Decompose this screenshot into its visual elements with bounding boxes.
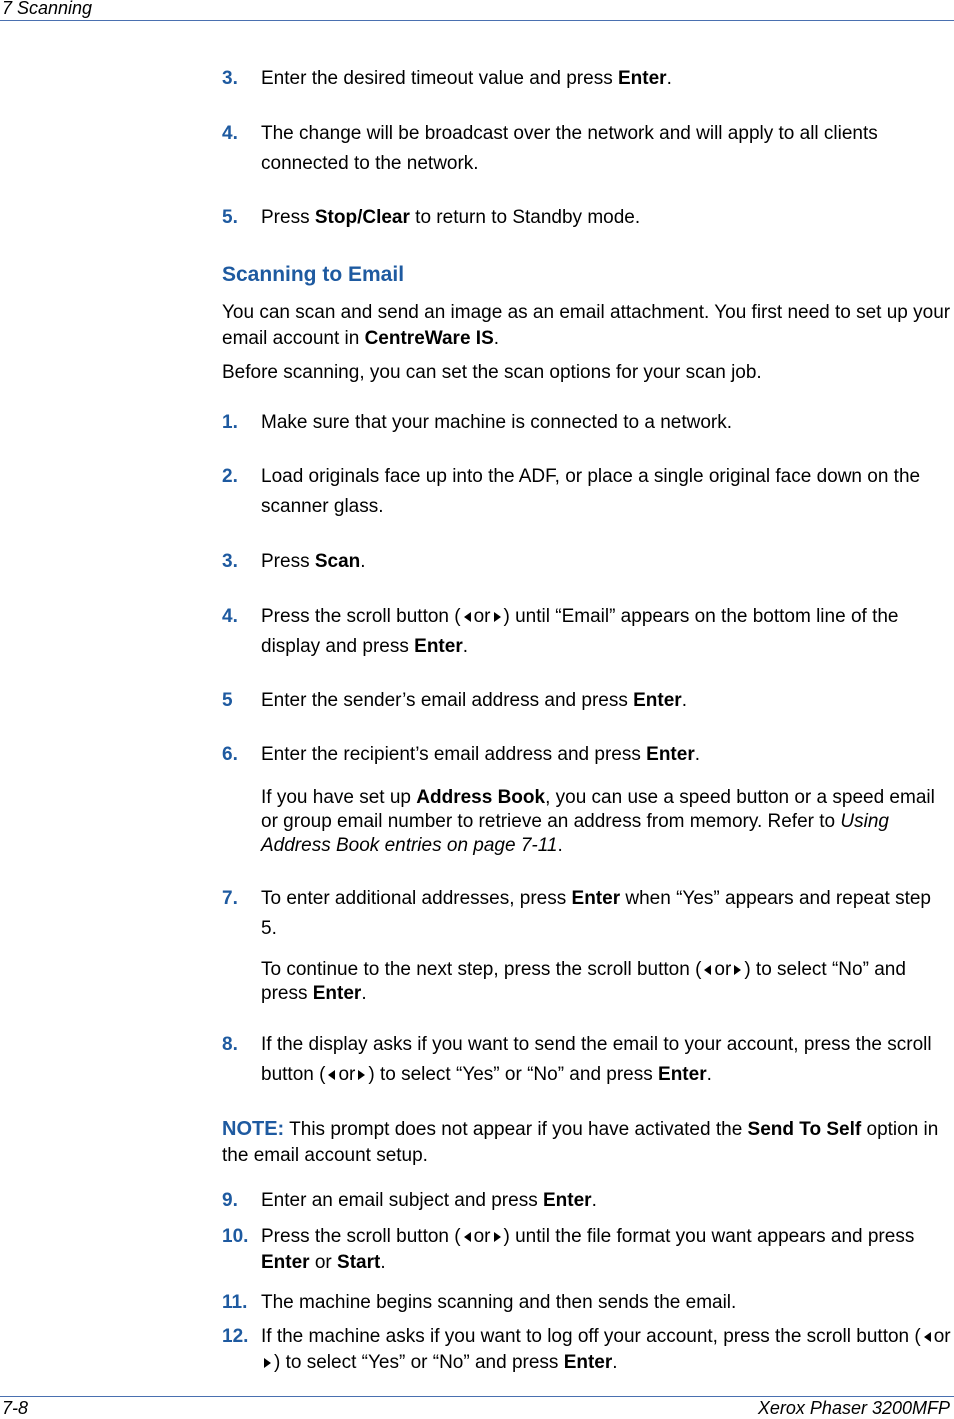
- step-text: Press: [261, 207, 315, 228]
- note-label: NOTE:: [222, 1118, 285, 1140]
- key-label: Start: [337, 1252, 381, 1273]
- step-text: ) until “Email” appears on the bottom line of the display and press: [261, 606, 899, 657]
- note-text: option in the email account setup.: [222, 1119, 939, 1166]
- key-label: Enter: [617, 68, 667, 89]
- step-5: [222, 686, 952, 716]
- right-arrow-icon: [734, 965, 741, 975]
- step-10: [222, 1224, 952, 1276]
- step-text: To enter additional addresses, press: [261, 888, 572, 909]
- or-text: or: [473, 606, 491, 627]
- step-number: 9.: [222, 1190, 238, 1211]
- punct: .: [666, 68, 672, 89]
- step-text: Enter an email subject and press: [261, 1190, 543, 1211]
- product-name-footer: Xerox Phaser 3200MFP: [757, 1398, 950, 1418]
- section-intro: [222, 300, 952, 352]
- step-text: Enter the sender’s email address and press: [261, 690, 634, 711]
- key-label: Stop/Clear: [314, 207, 410, 228]
- header-rule: [0, 20, 954, 21]
- key-label: Enter: [646, 744, 695, 765]
- key-label: Enter: [658, 1064, 707, 1085]
- step-text: The machine begins scanning and then sends the email.: [261, 1292, 737, 1313]
- punct: to return to Standby mode.: [409, 207, 641, 228]
- key-label: Enter: [312, 983, 362, 1004]
- step-text: Press the scroll button (: [261, 606, 461, 627]
- key-label: Enter: [571, 888, 621, 909]
- step-7: [222, 884, 952, 944]
- left-arrow-icon: [464, 612, 471, 622]
- step-number: 12.: [222, 1326, 249, 1347]
- punct: .: [493, 328, 500, 349]
- step-number: 2.: [222, 466, 238, 487]
- right-arrow-icon: [494, 1232, 501, 1242]
- detail-text: To continue to the next step, press the scroll button (: [261, 959, 702, 980]
- step-8: [222, 1030, 952, 1090]
- step-number: 6.: [222, 744, 238, 765]
- key-label: Enter: [563, 1352, 613, 1373]
- page-number: 7-8: [2, 1398, 29, 1418]
- cross-reference-link[interactable]: Using Address Book entries on page 7-11: [261, 811, 889, 856]
- left-arrow-icon: [704, 965, 711, 975]
- punct: .: [694, 744, 700, 765]
- step-text: Enter the recipient’s email address and press: [261, 744, 647, 765]
- key-label: Enter: [543, 1190, 592, 1211]
- step-number: 7.: [222, 888, 238, 909]
- step-4-broadcast: [222, 119, 952, 179]
- note: [222, 1116, 952, 1169]
- step-text: ) to select “Yes” or “No” and press: [274, 1352, 564, 1373]
- key-label: Enter: [633, 690, 682, 711]
- step-5-standby: [222, 203, 952, 233]
- right-arrow-icon: [264, 1358, 271, 1368]
- step-4: [222, 602, 952, 662]
- section-heading: Scanning to Email: [222, 263, 405, 286]
- step-6-detail: [261, 786, 953, 858]
- step-12: [222, 1324, 952, 1376]
- intro-text: You can scan and send an image as an email attachment. You first need to set up your email account in: [222, 302, 951, 349]
- step-2: [222, 462, 942, 522]
- or-text: or: [314, 1252, 332, 1273]
- step-number: 1.: [222, 412, 238, 433]
- step-6: [222, 740, 952, 770]
- note-text: This prompt does not appear if you have activated the: [284, 1119, 748, 1140]
- step-text: Press: [261, 551, 315, 572]
- key-label: Scan: [314, 551, 361, 572]
- key-label: Enter: [261, 1252, 310, 1273]
- key-label: Enter: [414, 636, 463, 657]
- punct: .: [612, 1352, 618, 1373]
- punct: .: [681, 690, 687, 711]
- step-7-detail: [261, 958, 953, 1006]
- step-number: 10.: [222, 1226, 249, 1247]
- step-number: 11.: [222, 1292, 248, 1313]
- step-number: 3.: [222, 68, 238, 89]
- step-3: [222, 547, 952, 577]
- or-text: or: [933, 1326, 951, 1347]
- step-text: Enter the desired timeout value and press: [261, 68, 618, 89]
- step-number: 3.: [222, 551, 238, 572]
- punct: .: [706, 1064, 712, 1085]
- left-arrow-icon: [924, 1332, 931, 1342]
- punct: .: [380, 1252, 386, 1273]
- punct: .: [361, 983, 367, 1004]
- or-text: or: [714, 959, 732, 980]
- footer-rule: [0, 1396, 954, 1397]
- right-arrow-icon: [358, 1070, 365, 1080]
- punct: .: [462, 636, 469, 657]
- left-arrow-icon: [464, 1232, 471, 1242]
- step-number: 8.: [222, 1034, 238, 1055]
- key-label: Address Book: [416, 787, 546, 808]
- step-text: ) until the file format you want appears and press: [503, 1226, 915, 1247]
- punct: .: [557, 835, 563, 856]
- step-1: [222, 408, 952, 438]
- step-text: when “Yes” appears and repeat step 5.: [261, 888, 931, 939]
- step-3-timeout: [222, 64, 952, 94]
- option-label: Send To Self: [747, 1119, 862, 1140]
- detail-text: , you can use a speed button or a speed email or group email number to retrieve an address from memory. Refer to: [261, 787, 935, 832]
- detail-text: If you have set up: [261, 787, 417, 808]
- step-text: If the machine asks if you want to log off your account, press the scroll button (: [261, 1326, 921, 1347]
- step-text: ) to select “Yes” or “No” and press: [368, 1064, 659, 1085]
- step-text: Make sure that your machine is connected to a network.: [261, 412, 733, 433]
- punct: .: [591, 1190, 597, 1211]
- step-number: 5.: [222, 207, 238, 228]
- step-text: Load originals face up into the ADF, or place a single original face down on the scanner glass.: [261, 466, 921, 517]
- step-text: If the display asks if you want to send the email to your account, press the scroll button (: [261, 1034, 932, 1085]
- step-text: Press the scroll button (: [261, 1226, 461, 1247]
- left-arrow-icon: [328, 1070, 335, 1080]
- step-number: 5: [222, 690, 233, 711]
- step-text: The change will be broadcast over the network and will apply to all clients connected to the network.: [261, 123, 878, 174]
- step-11: [222, 1288, 952, 1318]
- right-arrow-icon: [494, 612, 501, 622]
- section-intro-2: Before scanning, you can set the scan options for your scan job.: [222, 362, 762, 383]
- punct: .: [360, 551, 366, 572]
- or-text: or: [338, 1064, 356, 1085]
- or-text: or: [473, 1226, 491, 1247]
- step-9: [222, 1186, 952, 1216]
- detail-text: ) to select “No” and press: [261, 959, 906, 1004]
- running-header: 7 Scanning: [2, 0, 93, 18]
- product-name: CentreWare IS: [364, 328, 494, 349]
- step-number: 4.: [222, 606, 238, 627]
- step-number: 4.: [222, 123, 238, 144]
